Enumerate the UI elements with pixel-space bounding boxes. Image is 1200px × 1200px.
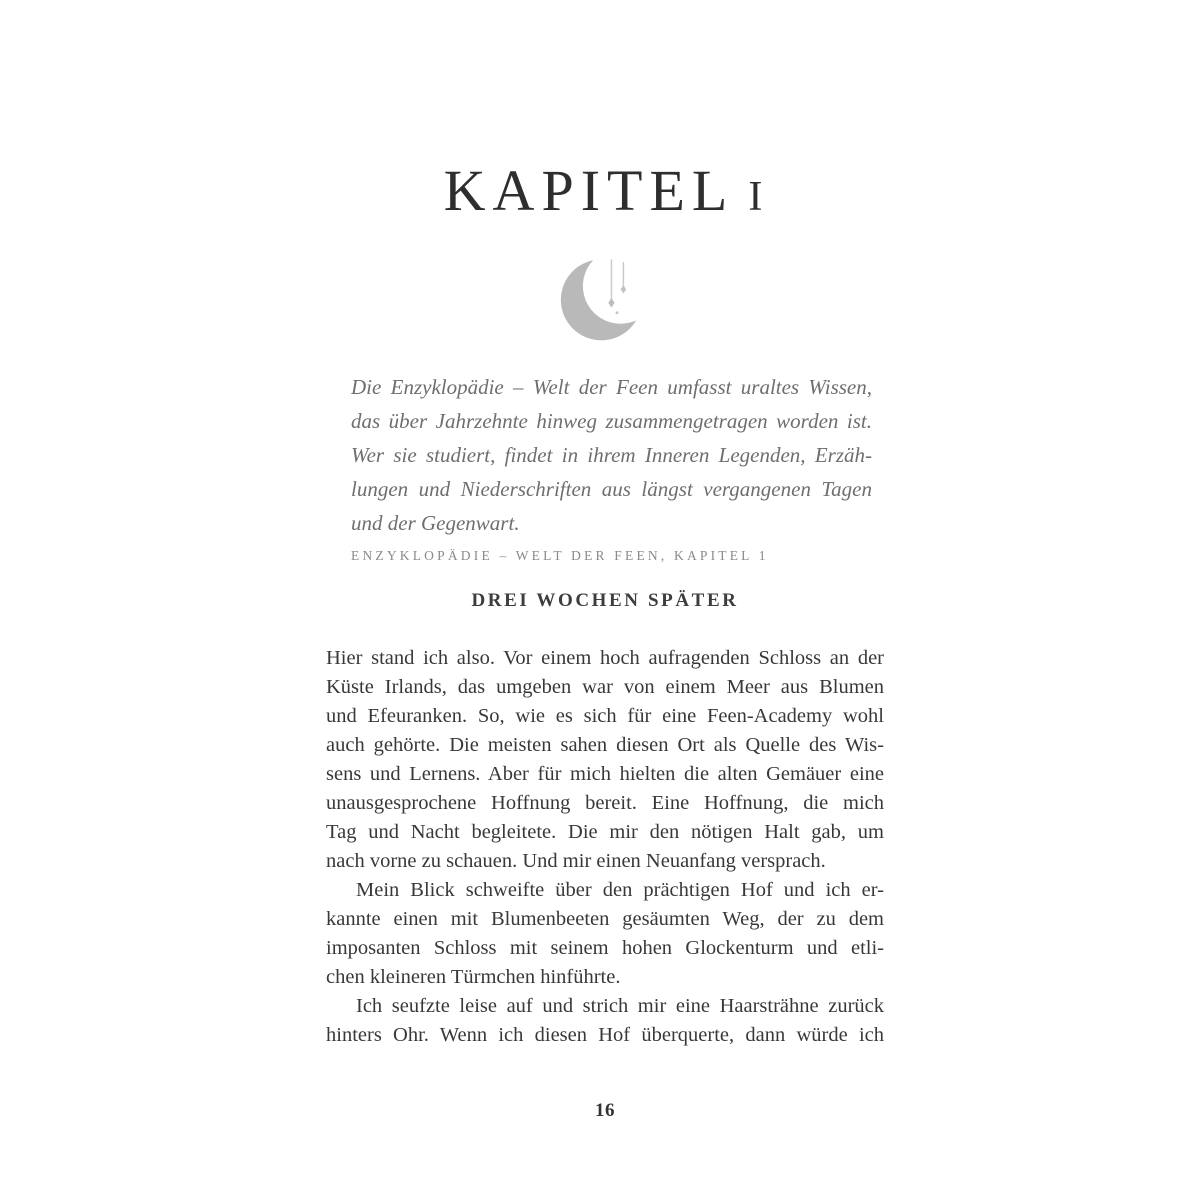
sparkle-dot-icon bbox=[615, 311, 618, 314]
chapter-ornament bbox=[326, 252, 884, 344]
body-line: Küste Irlands, das umgeben war von einem Meer aus Blumen bbox=[326, 676, 884, 698]
epigraph bbox=[326, 370, 884, 540]
epigraph-line: Die Enzyklopädie – Welt der Feen umfasst uraltes Wissen, bbox=[351, 375, 872, 399]
body-line: Mein Blick schweifte über den prächtigen Hof und ich er- bbox=[356, 879, 884, 901]
chapter-title-word: KAPITEL bbox=[443, 158, 735, 223]
body-line: imposanten Schloss mit seinem hohen Glockenturm und etli- bbox=[326, 937, 884, 959]
body-line: auch gehörte. Die meisten sahen diesen Ort als Quelle des Wis- bbox=[326, 734, 884, 756]
body-line: sens und Lernens. Aber für mich hielten die alten Gemäuer eine bbox=[326, 763, 884, 785]
body-line: Tag und Nacht begleitete. Die mir den nötigen Halt gab, um bbox=[326, 821, 884, 843]
body-text bbox=[326, 644, 884, 1050]
text-column bbox=[316, 0, 884, 1122]
epigraph-line: Wer sie studiert, findet in ihrem Inneren Legenden, Erzäh- bbox=[351, 443, 872, 467]
epigraph-line: lungen und Niederschriften aus längst vergangenen Tagen bbox=[351, 477, 872, 501]
body-line: Ich seufzte leise auf und strich mir eine Haarsträhne zurück bbox=[356, 995, 884, 1017]
body-line: nach vorne zu schauen. Und mir einen Neuanfang versprach. bbox=[326, 850, 826, 872]
body-line: unausgesprochene Hoffnung bereit. Eine Hoffnung, die mich bbox=[326, 792, 884, 814]
epigraph-line: und der Gegenwart. bbox=[351, 511, 520, 535]
page-number: 16 bbox=[595, 1100, 615, 1121]
epigraph-source: ENZYKLOPÄDIE – WELT DER FEEN, KAPITEL 1 bbox=[351, 548, 769, 563]
chapter-title bbox=[326, 0, 884, 223]
section-heading: DREI WOCHEN SPÄTER bbox=[471, 590, 739, 611]
crescent-moon-icon bbox=[559, 252, 651, 344]
body-line: und Efeuranken. So, wie es sich für eine Feen-Academy wohl bbox=[326, 705, 884, 727]
epigraph-line: das über Jahrzehnte hinweg zusammengetragen worden ist. bbox=[351, 409, 872, 433]
body-line: hinters Ohr. Wenn ich diesen Hof überquerte, dann würde ich bbox=[326, 1024, 884, 1046]
chapter-title-numeral: I bbox=[748, 174, 767, 220]
body-line: chen kleineren Türmchen hinführte. bbox=[326, 966, 621, 988]
body-line: kannte einen mit Blumenbeeten gesäumten Weg, der zu dem bbox=[326, 908, 884, 930]
body-line: Hier stand ich also. Vor einem hoch aufragenden Schloss an der bbox=[326, 647, 884, 669]
